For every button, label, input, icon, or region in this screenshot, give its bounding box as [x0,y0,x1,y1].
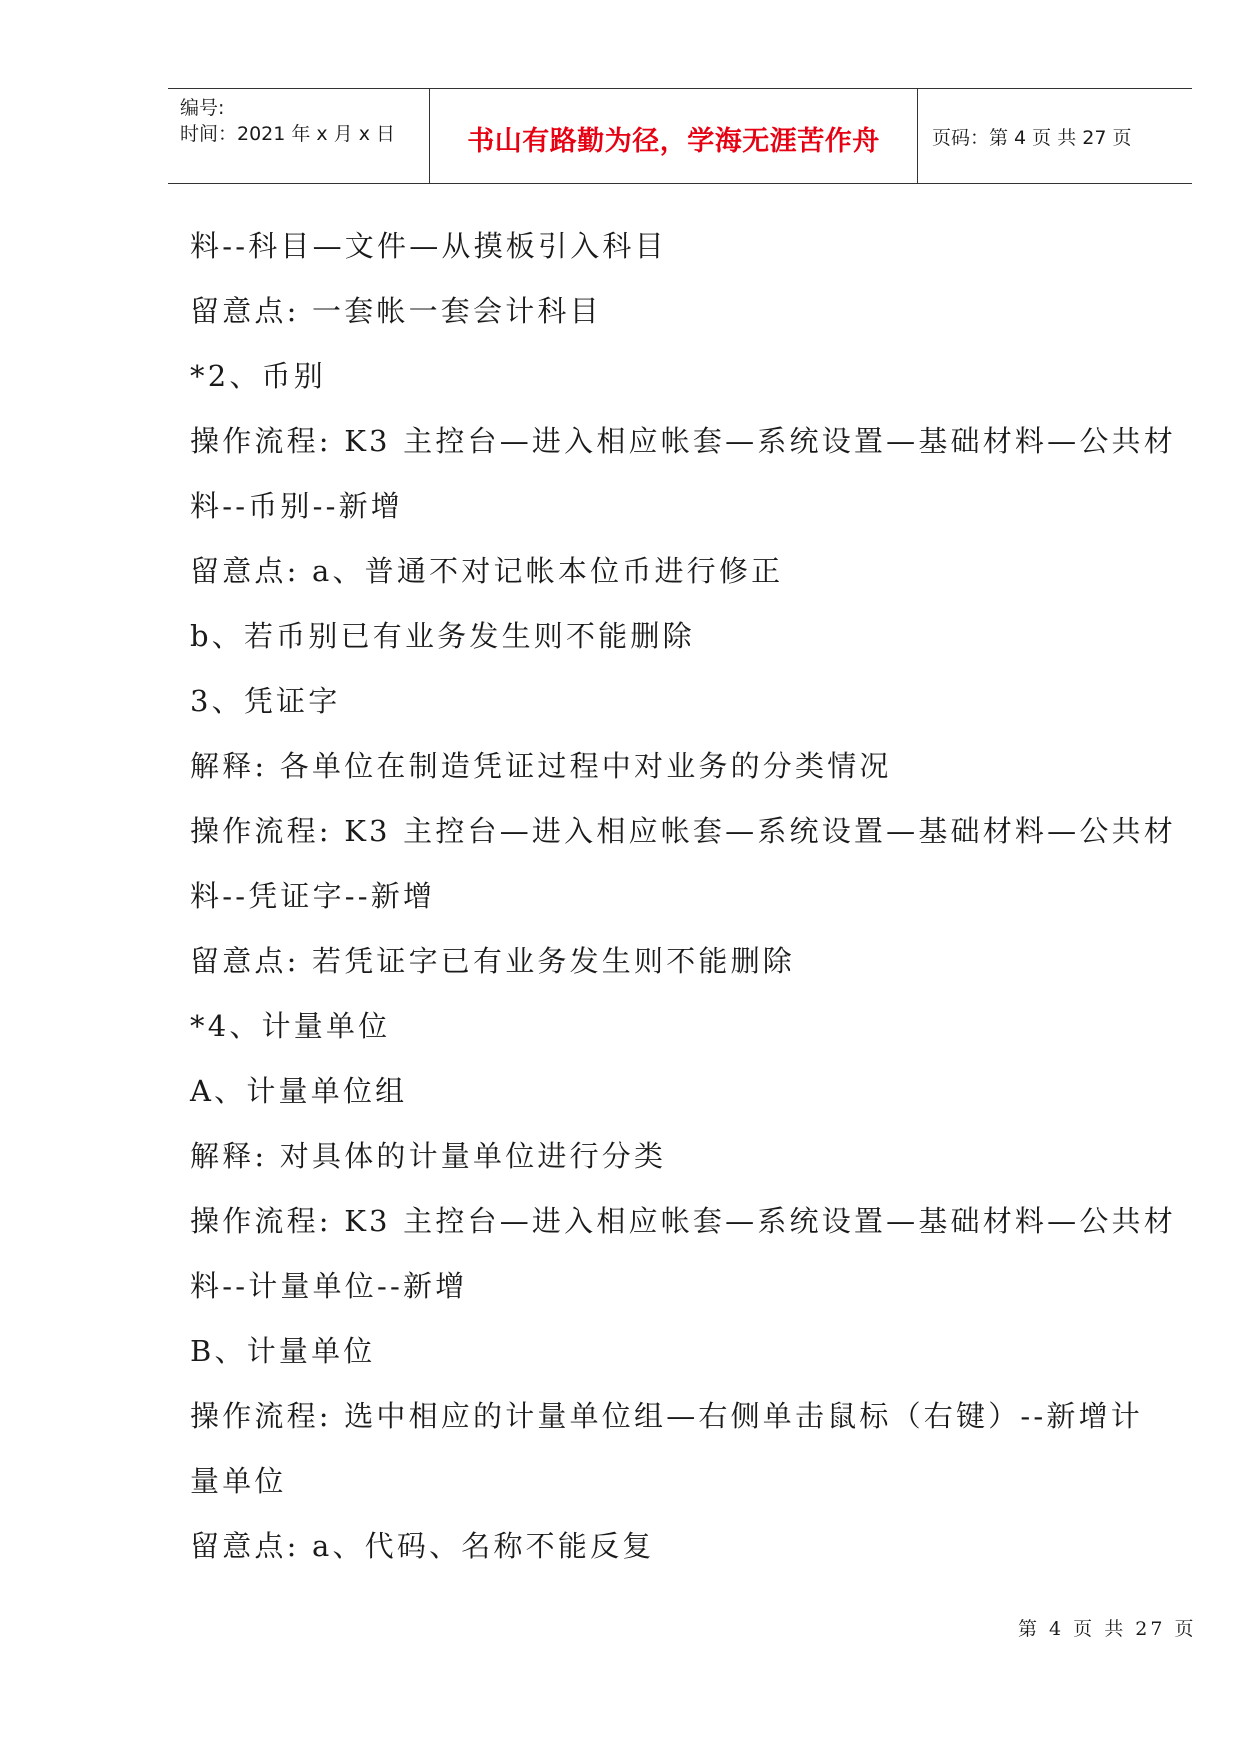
body-line: 留意点: a、普通不对记帐本位币进行修正 [190,554,784,588]
body-line: 料--凭证字--新增 [190,879,436,913]
body-line: 解释: 对具体的计量单位进行分类 [190,1139,667,1173]
body-line: 操作流程: 选中相应的计量单位组—右侧单击鼠标（右键）--新增计 [190,1399,1143,1433]
header-page-label: 页码：第 4 页 共 27 页 [932,127,1132,149]
document-body [190,214,1190,1579]
body-line: b、若币别已有业务发生则不能删除 [190,619,695,653]
subsection-heading: A、计量单位组 [190,1074,408,1108]
header-left-cell [168,89,430,183]
body-line: 操作流程: K3 主控台—进入相应帐套—系统设置—基础材料—公共材 [190,1204,1176,1238]
body-line: 解释: 各单位在制造凭证过程中对业务的分类情况 [190,749,892,783]
document-number-label: 编号: [180,97,225,119]
body-line: 料--币别--新增 [190,489,403,523]
body-line: 留意点: 若凭证字已有业务发生则不能删除 [190,944,795,978]
page-header [168,88,1192,184]
body-line: 量单位 [190,1464,287,1498]
page-footer: 第 4 页 共 27 页 [1018,1618,1197,1640]
subsection-heading: B、计量单位 [190,1334,376,1368]
header-motto: 书山有路勤为径，学海无涯苦作舟 [467,126,880,157]
body-line: 留意点: 一套帐一套会计科目 [190,294,602,328]
section-heading: 3、凭证字 [190,684,341,718]
document-date-label: 时间：2021 年 x 月 x 日 [180,123,396,145]
section-heading: *4、计量单位 [190,1009,391,1043]
header-right-cell [918,89,1192,183]
section-heading: *2、币别 [190,359,326,393]
body-line: 料--计量单位--新增 [190,1269,468,1303]
body-line: 留意点: a、代码、名称不能反复 [190,1529,655,1563]
header-middle-cell [430,89,918,183]
body-line: 料--科目—文件—从摸板引入科目 [190,229,667,263]
body-line: 操作流程: K3 主控台—进入相应帐套—系统设置—基础材料—公共材 [190,424,1176,458]
body-line: 操作流程: K3 主控台—进入相应帐套—系统设置—基础材料—公共材 [190,814,1176,848]
